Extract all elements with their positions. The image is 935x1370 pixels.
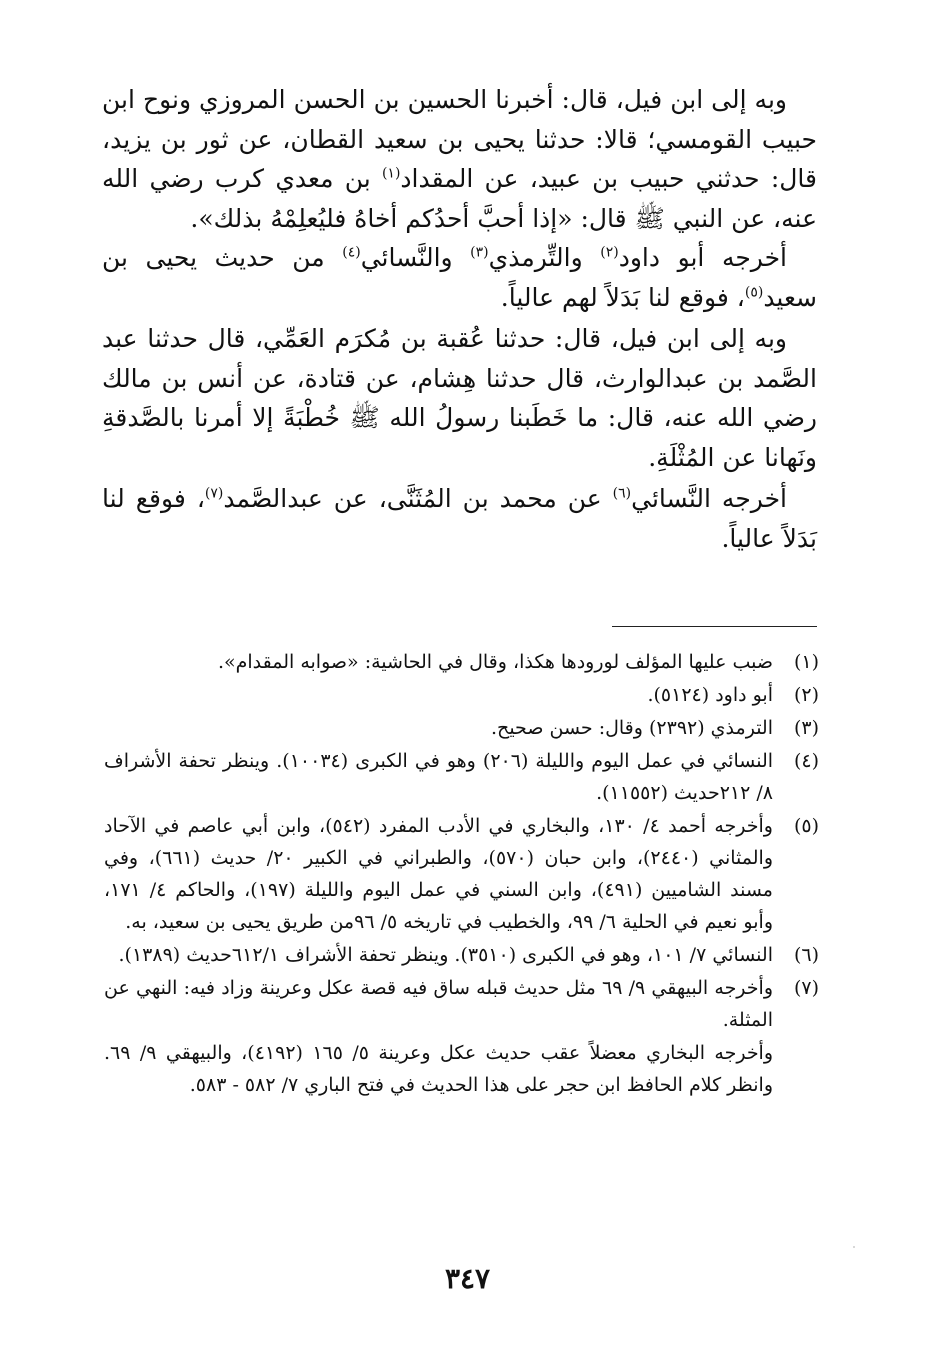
footnote-number: (١) [793, 651, 819, 673]
takhrij-1-text-c: والنَّسائي [360, 243, 471, 272]
footnote-ref-4: (٤) [342, 244, 361, 261]
footnote-continuation: وأخرجه البخاري معضلاً عقب حديث عكل وعرينة ٥/ ١٦٥ (٤١٩٢)، والبيهقي ٩/ ٦٩. وانظر كلام الحافظ ابن حجر على هذا الحديث في فتح الباري ٧/ ٥٨٢ - ٥٨٣. [104, 1042, 774, 1096]
footnote-item [104, 646, 819, 678]
footnote-item [104, 939, 819, 971]
footnote-text: وأخرجه أحمد ٤/ ١٣٠، والبخاري في الأدب المفرد (٥٤٢)، وابن أبي عاصم في الآحاد والمثاني (٢٤٤٠)، وابن حبان (٥٧٠)، والطبراني في الكبير ٢٠/ حديث (٦٦١)، وفي مسند الشاميين (٤٩١)، وابن السني في عمل اليوم والليلة (١٩٧)، والحاكم ٤/ ١٧١، وأبو نعيم في الحلية ٦/ ٩٩، والخطيب في تاريخه ٥/ ٩٦من طريق يحيى بن سعيد، به. [104, 815, 773, 933]
footnote-item [104, 745, 819, 809]
takhrij-1-text-a: أخرجه أبو داود [618, 243, 787, 272]
footnote-item [104, 810, 819, 938]
paragraph-hadith-1 [102, 80, 817, 238]
scan-speck [853, 1246, 855, 1248]
takhrij-2-text-a: أخرجه النَّسائي [631, 484, 787, 513]
paragraph-hadith-2 [102, 319, 817, 477]
footnote-ref-5: (٥) [744, 284, 764, 301]
footnote-text: الترمذي (٢٣٩٢) وقال: حسن صحيح. [491, 717, 773, 739]
takhrij-2-text-c: ، فوقع لنا بَدَلاً عالياً. [102, 484, 817, 553]
footnote-text: النسائي ٧/ ١٠١، وهو في الكبرى (٣٥١٠). وينظر تحفة الأشراف ٦١٢/١حديث (١٣٨٩). [118, 944, 773, 966]
footnote-item [104, 712, 819, 744]
footnote-ref-7: (٧) [204, 485, 224, 502]
hadith-2-text: وبه إلى ابن فيل، قال: حدثنا عُقبة بن مُكرَم العَمِّي، قال حدثنا عبد الصَّمد بن عبدالوارث، قال حدثنا هِشام، عن قتادة، عن أنس بن مالك رضي الله عنه، قال: ما خَطَبنا رسولُ الله ﷺ خُطْبَةً إلا أمرنا بالصَّدقةِ ونَهانا عن المُثْلَةِ. [102, 324, 817, 472]
footnote-number: (٤) [793, 750, 819, 772]
hadith-1-text-b: بن معدي كرب رضي الله عنه، عن النبي ﷺ قال: «إذا أحبَّ أحدُكم أخاهُ فليُعلِمْهُ بذلك». [102, 164, 817, 233]
main-text-block [102, 80, 817, 558]
takhrij-1-text-b: والتِّرمذي [488, 243, 601, 272]
footnote-number: (٦) [793, 944, 819, 966]
footnote-number: (٧) [793, 977, 819, 999]
takhrij-1-text-d: من حديث يحيى بن سعيد [102, 243, 817, 312]
footnote-ref-1: (١) [381, 165, 401, 182]
footnote-number: (٥) [793, 815, 819, 837]
footnote-text: وأخرجه البيهقي ٩/ ٦٩ مثل حديث قبله ساق فيه قصة عكل وعرينة وزاد فيه: النهي عن المثلة. [104, 977, 773, 1031]
takhrij-2-text-b: عن محمد بن المُثَنَّى، عن عبدالصَّمد [223, 484, 613, 513]
footnote-text: النسائي في عمل اليوم والليلة (٢٠٦) وهو في الكبرى (١٠٠٣٤). وينظر تحفة الأشراف ٨/ ٢١٢حديث (١١٥٥٢). [104, 750, 774, 804]
footnote-item [104, 972, 819, 1036]
footnote-ref-3: (٣) [470, 244, 489, 261]
footnote-item [104, 679, 819, 711]
footnote-number: (٢) [793, 684, 819, 706]
hadith-1-text-a: وبه إلى ابن فيل، قال: أخبرنا الحسين بن الحسن المروزي ونوح ابن حبيب القومسي؛ قالا: حدثنا يحيى بن سعيد القطان، عن ثور بن يزيد، قال: حدثني حبيب بن عبيد، عن المقداد [102, 85, 817, 193]
paragraph-takhrij-2 [102, 479, 817, 558]
paragraph-takhrij-1 [102, 238, 817, 317]
footnotes-block [104, 646, 819, 1101]
footnote-ref-2: (٢) [600, 244, 619, 261]
footnote-ref-6: (٦) [612, 485, 632, 502]
footnote-text: ضبب عليها المؤلف لورودها هكذا، وقال في الحاشية: «صوابه المقدام». [217, 651, 773, 673]
footnote-text: أبو داود (٥١٢٤). [647, 684, 773, 706]
takhrij-1-text-e: ، فوقع لنا بَدَلاً لهم عالياً. [500, 282, 745, 312]
footnote-number: (٣) [793, 717, 819, 739]
footnote-separator [612, 626, 817, 627]
page-number: ٣٤٧ [444, 1262, 491, 1295]
